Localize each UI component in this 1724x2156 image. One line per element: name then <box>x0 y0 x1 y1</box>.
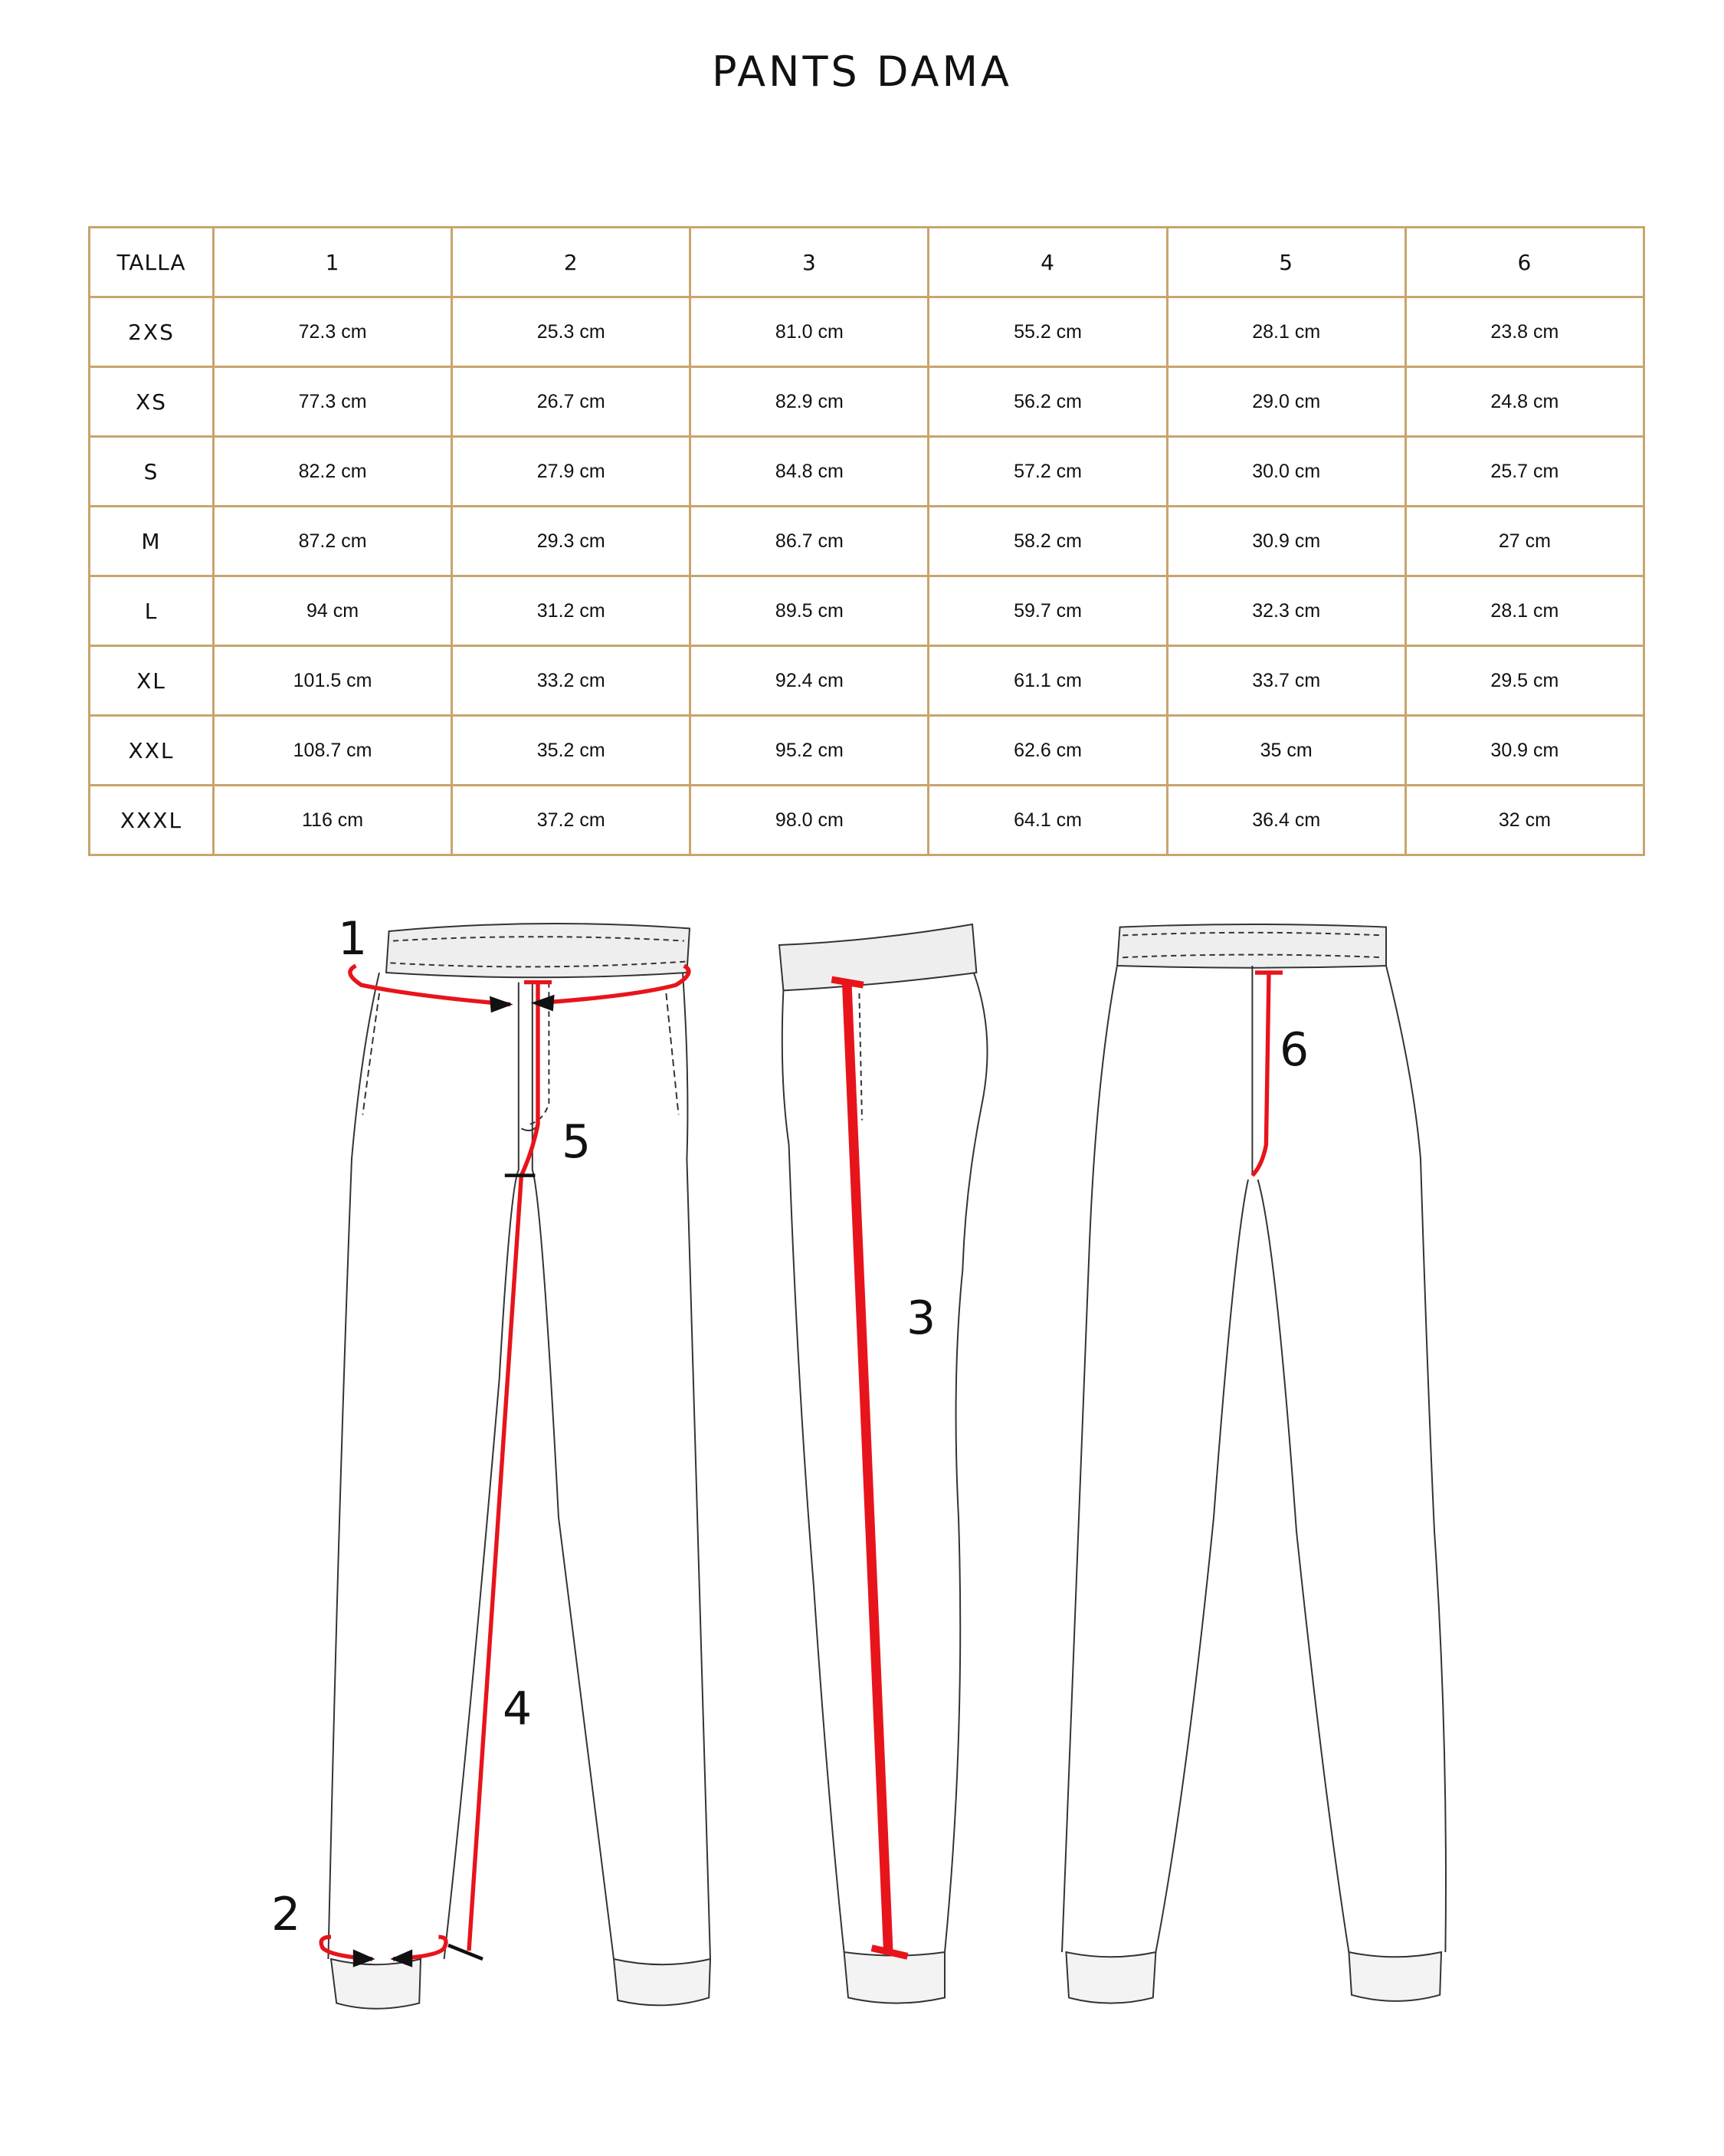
size-cell: XS <box>90 367 214 437</box>
measure-cell: 30.9 cm <box>1405 716 1644 786</box>
measure-6-back-rise <box>1252 973 1283 1176</box>
measure-cell: 30.0 cm <box>1167 437 1405 507</box>
label-1: 1 <box>338 912 368 966</box>
header-measure-5: 5 <box>1167 228 1405 297</box>
measure-cell: 82.9 cm <box>690 367 929 437</box>
measure-cell: 25.3 cm <box>452 297 690 367</box>
measure-cell: 37.2 cm <box>452 786 690 855</box>
measure-cell: 32.3 cm <box>1167 576 1405 646</box>
size-cell: XL <box>90 646 214 716</box>
size-cell: L <box>90 576 214 646</box>
measure-5-rise <box>521 983 552 1176</box>
measure-cell: 33.7 cm <box>1167 646 1405 716</box>
size-cell: XXL <box>90 716 214 786</box>
measure-cell: 89.5 cm <box>690 576 929 646</box>
size-cell: 2XS <box>90 297 214 367</box>
measure-cell: 30.9 cm <box>1167 507 1405 576</box>
measure-cell: 101.5 cm <box>214 646 452 716</box>
measure-cell: 55.2 cm <box>929 297 1167 367</box>
measure-cell: 86.7 cm <box>690 507 929 576</box>
label-5: 5 <box>562 1115 592 1169</box>
measure-cell: 29.0 cm <box>1167 367 1405 437</box>
measure-cell: 59.7 cm <box>929 576 1167 646</box>
measure-cell: 92.4 cm <box>690 646 929 716</box>
page-title: PANTS DAMA <box>712 48 1012 96</box>
measure-cell: 35 cm <box>1167 716 1405 786</box>
measure-cell: 94 cm <box>214 576 452 646</box>
measure-cell: 57.2 cm <box>929 437 1167 507</box>
measurement-lines <box>321 966 1283 1959</box>
measure-3-outseam <box>847 983 888 1951</box>
back-view-pants <box>1062 924 1446 2003</box>
label-4: 4 <box>503 1682 533 1736</box>
measure-cell: 62.6 cm <box>929 716 1167 786</box>
measure-cell: 26.7 cm <box>452 367 690 437</box>
size-cell: S <box>90 437 214 507</box>
measure-cell: 98.0 cm <box>690 786 929 855</box>
size-cell: M <box>90 507 214 576</box>
header-measure-2: 2 <box>452 228 690 297</box>
header-measure-3: 3 <box>690 228 929 297</box>
measure-cell: 77.3 cm <box>214 367 452 437</box>
label-6: 6 <box>1280 1023 1309 1077</box>
measure-cell: 64.1 cm <box>929 786 1167 855</box>
measure-cell: 36.4 cm <box>1167 786 1405 855</box>
label-3: 3 <box>906 1291 936 1345</box>
measure-cell: 82.2 cm <box>214 437 452 507</box>
front-view-pants <box>328 924 710 2009</box>
header-talla: TALLA <box>90 228 214 297</box>
measure-cell: 25.7 cm <box>1405 437 1644 507</box>
measure-cell: 56.2 cm <box>929 367 1167 437</box>
size-cell: XXXL <box>90 786 214 855</box>
measure-cell: 32 cm <box>1405 786 1644 855</box>
measure-cell: 81.0 cm <box>690 297 929 367</box>
measure-cell: 35.2 cm <box>452 716 690 786</box>
measure-cell: 29.3 cm <box>452 507 690 576</box>
measure-cell: 108.7 cm <box>214 716 452 786</box>
measure-cell: 28.1 cm <box>1405 576 1644 646</box>
header-measure-6: 6 <box>1405 228 1644 297</box>
measure-cell: 24.8 cm <box>1405 367 1644 437</box>
measure-cell: 33.2 cm <box>452 646 690 716</box>
measure-cell: 116 cm <box>214 786 452 855</box>
measure-cell: 87.2 cm <box>214 507 452 576</box>
measure-cell: 58.2 cm <box>929 507 1167 576</box>
measure-cell: 27.9 cm <box>452 437 690 507</box>
measure-cell: 61.1 cm <box>929 646 1167 716</box>
measure-cell: 95.2 cm <box>690 716 929 786</box>
measure-cell: 28.1 cm <box>1167 297 1405 367</box>
measure-cell: 23.8 cm <box>1405 297 1644 367</box>
header-measure-4: 4 <box>929 228 1167 297</box>
measure-4-inseam <box>469 1176 521 1951</box>
measure-cell: 29.5 cm <box>1405 646 1644 716</box>
measure-cell: 31.2 cm <box>452 576 690 646</box>
measure-cell: 84.8 cm <box>690 437 929 507</box>
header-measure-1: 1 <box>214 228 452 297</box>
label-2: 2 <box>271 1888 301 1941</box>
measure-cell: 72.3 cm <box>214 297 452 367</box>
measure-2-cuff <box>321 1937 446 1959</box>
measure-cell: 27 cm <box>1405 507 1644 576</box>
